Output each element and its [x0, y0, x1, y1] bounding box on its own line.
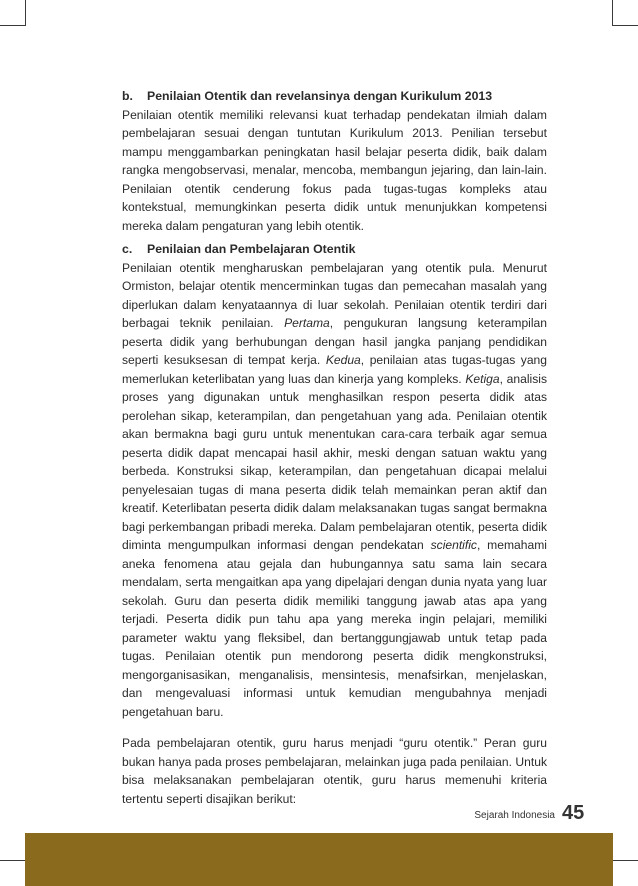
page-content [122, 87, 547, 808]
footer-book-title: Sejarah Indonesia [474, 810, 555, 821]
section-c-paragraph-1: Penilaian otentik mengharuskan pembelajaran yang otentik pula. Menurut Ormiston, belajar otentik mencerminkan tugas dan pemecahan masalah yang diperlukan dalam kenyataannya di luar sekolah. Penilaian otentik terdiri dari berbagai teknik penilaian. Pertama, pengukuran langsung keterampilan peserta didik yang berhubungan dengan hasil jangka panjang pendidikan seperti kesuksesan di tempat kerja. Kedua, penilaian atas tugas-tugas yang memerlukan keterlibatan yang luas dan kinerja yang kompleks. Ketiga, analisis proses yang digunakan untuk menghasilkan respon peserta didik atas perolehan sikap, keterampilan, dan pengetahuan yang ada. Penilaian otentik akan bermakna bagi guru untuk menentukan cara-cara terbaik agar semua peserta didik dapat mencapai hasil akhir, meski dengan satuan waktu yang berbeda. Konstruksi sikap, keterampilan, dan pengetahuan dicapai melalui penyelesaian tugas di mana peserta didik telah memainkan peran aktif dan kreatif. Keterlibatan peserta didik dalam melaksanakan tugas sangat bermakna bagi perkembangan pribadi mereka. Dalam pembelajaran otentik, peserta didik diminta mengumpulkan informasi dengan pendekatan scientific, memahami aneka fenomena atau gejala dan hubungannya satu sama lain secara mendalam, serta mengaitkan apa yang dipelajari dengan dunia nyata yang luar sekolah. Guru dan peserta didik memiliki tanggung jawab atas apa yang terjadi. Peserta didik pun tahu apa yang mereka ingin pelajari, memiliki parameter waktu yang fleksibel, dan bertanggungjawab untuk tetap pada tugas. Penilaian otentik pun mendorong peserta didik mengkonstruksi, mengorganisasikan, menganalisis, mensintesis, menafsirkan, menjelaskan, dan mengevaluasi informasi untuk kemudian mengubahnya menjadi pengetahuan baru. [122, 260, 548, 719]
section-b-label: b. [122, 89, 133, 103]
crop-mark-tr-h [612, 25, 638, 26]
section-b-heading [122, 87, 547, 106]
crop-mark-br-h [612, 860, 638, 861]
bottom-color-band [25, 833, 613, 886]
page-number: 45 [562, 802, 585, 824]
crop-mark-tl-h [0, 25, 26, 26]
section-c-paragraph-2: Pada pembelajaran otentik, guru harus menjadi “guru otentik.” Peran guru bukan hanya pada proses pembelajaran, melainkan juga pada penilaian. Untuk bisa melaksanakan pembelajaran otentik, guru harus memenuhi kriteria tertentu seperti disajikan berikut: [122, 736, 547, 806]
section-b-paragraph: Penilaian otentik memiliki relevansi kuat terhadap pendekatan ilmiah dalam pembelajaran sesuai dengan tuntutan Kurikulum 2013. Penilian tersebut mampu menggambarkan peningkatan hasil belajar peserta didik, baik dalam rangka mengobservasi, menalar, mencoba, membangun jejaring, dan lain-lain. Penilaian otentik cenderung fokus pada tugas-tugas kompleks atau kontekstual, memungkinkan peserta didik untuk menunjukkan kompetensi mereka dalam pengaturan yang lebih otentik. [122, 107, 547, 233]
section-b-title: Penilaian Otentik dan revelansinya dengan Kurikulum 2013 [147, 89, 493, 103]
section-c-label: c. [122, 242, 133, 256]
crop-mark-tr-v [612, 0, 613, 26]
section-c-title: Penilaian dan Pembelajaran Otentik [147, 242, 356, 256]
crop-mark-bl-h [0, 860, 26, 861]
section-c-heading [122, 240, 547, 259]
crop-mark-tl-v [25, 0, 26, 26]
